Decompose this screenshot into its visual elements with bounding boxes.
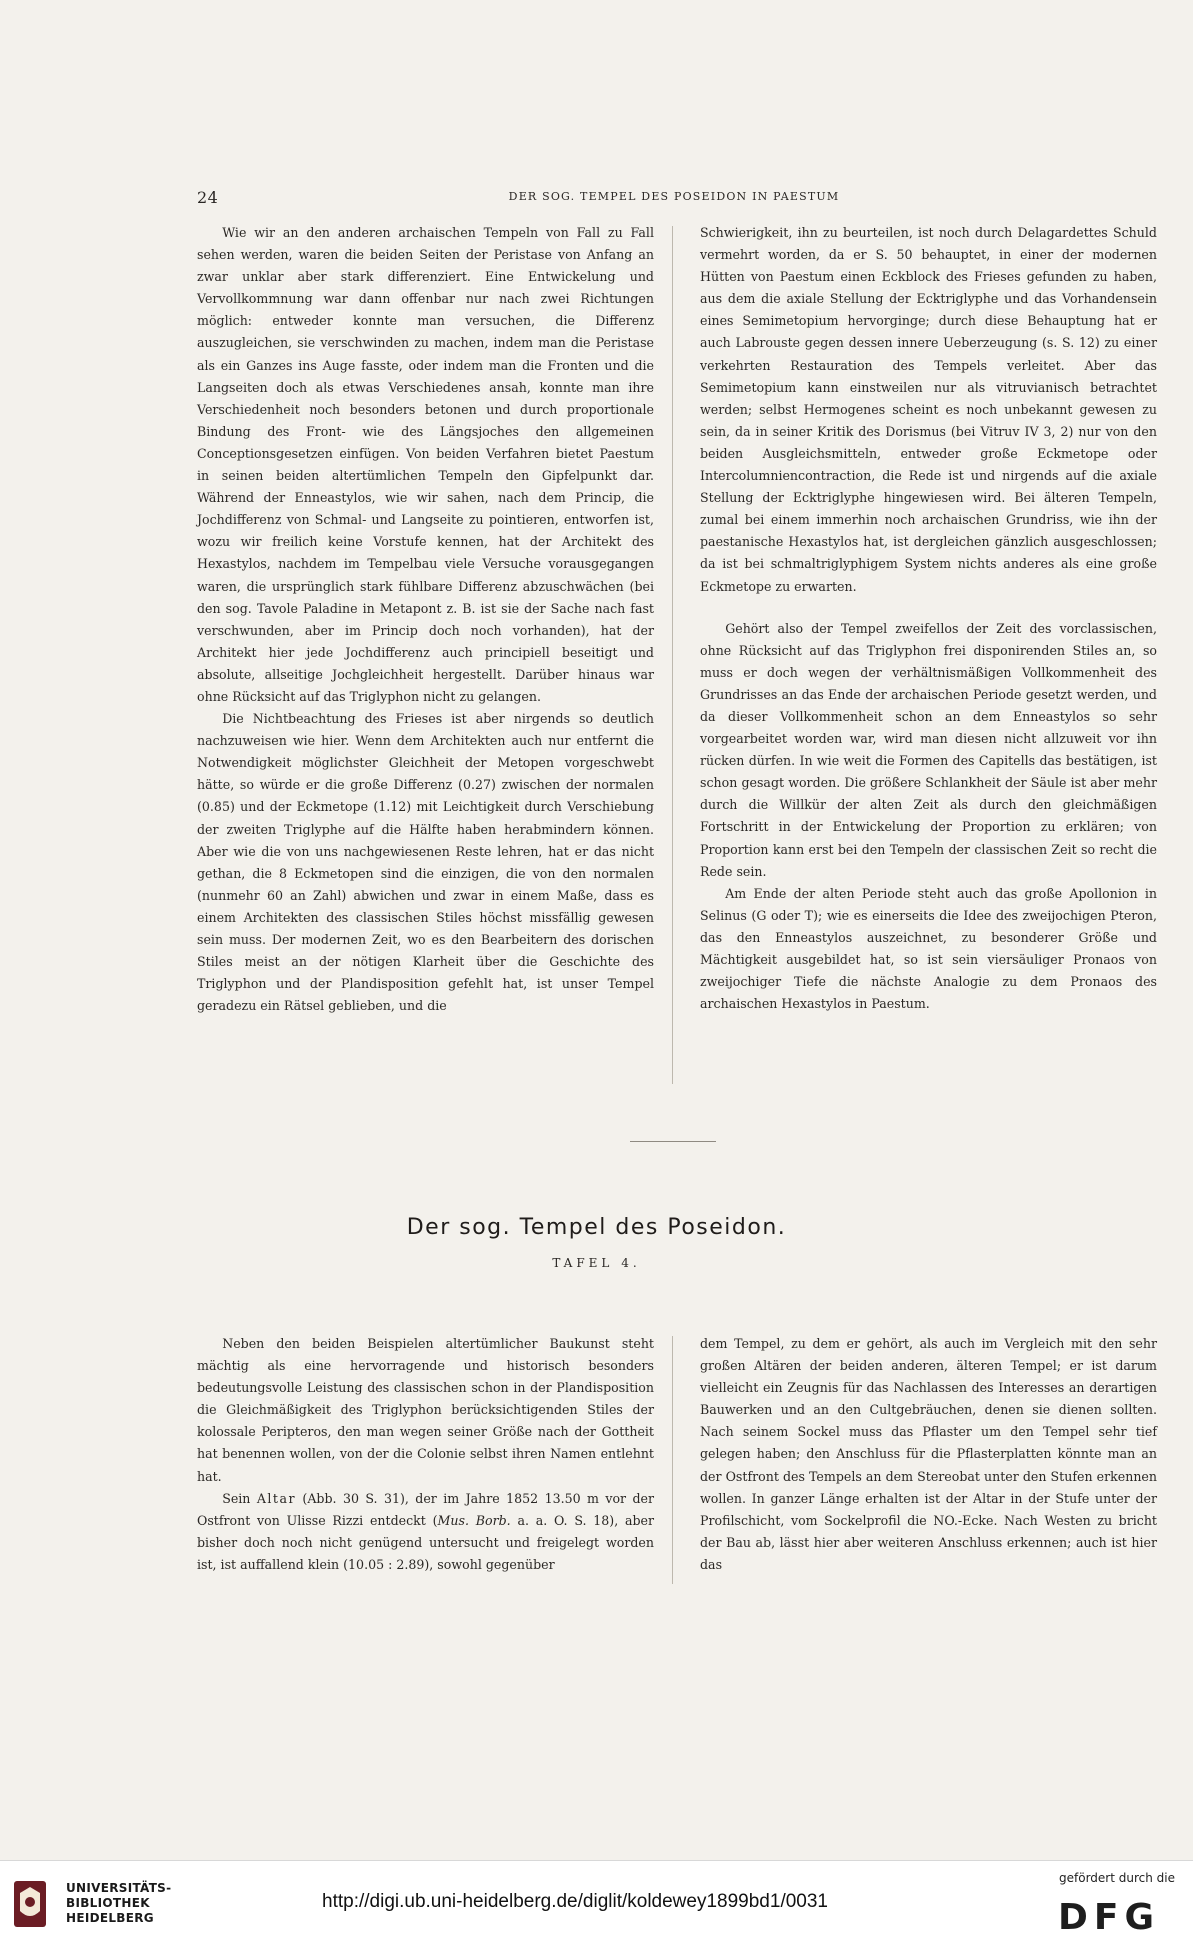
paragraph: dem Tempel, zu dem er gehört, als auch im Vergleich mit den sehr großen Altären der beiden anderen, älteren Tempel; er ist darum vielleicht ein Zeugnis für das Nachlassen des Interesses an derartigen Bauwerken und an den Cultgebräuchen, denen sie dienen sollten. Nach seinem Sockel muss das Pflaster um den Tempel sehr tief gelegen haben; den Anschluss für die Pflasterplatten könnte man an der Ostfront des Tempels an dem Stereobat unter den Stufen erkennen wollen. In ganzer Länge erhalten ist der Altar in der Stufe unter der Profilschicht, vom Sockelprofil die NO.-Ecke. Nach Westen zu bricht der Bau ab, lässt hier aber weiteren Anschluss erkennen; auch ist hier das bbox=[700, 1336, 1157, 1572]
funder-name: DFG bbox=[1057, 1897, 1161, 1935]
university-seal-icon bbox=[10, 1877, 50, 1933]
section-divider bbox=[630, 1141, 716, 1142]
text-run-spaced: Altar bbox=[256, 1490, 297, 1506]
text-column-lower-left bbox=[197, 1333, 654, 1576]
library-name-line: HEIDELBERG bbox=[66, 1911, 154, 1925]
section-title: Der sog. Tempel des Poseidon. bbox=[406, 1215, 787, 1240]
section-subtitle: TAFEL 4. bbox=[552, 1256, 641, 1270]
text-column-upper-left bbox=[197, 222, 654, 1017]
text-run: (Abb. 30 S. 31), der im Jahre 1852 13.50 m vor der Ostfront von Ulisse Rizzi entdeckt ( bbox=[197, 1490, 654, 1528]
text-run: a. a. O. S. 18), aber bisher doch noch nicht genügend untersucht und freigelegt worden ist, ist auffallend klein (10.05 : 2.89), sowohl gegenüber bbox=[197, 1512, 654, 1572]
paragraph: Gehört also der Tempel zweifellos der Zeit des vorclassischen, ohne Rücksicht auf das Triglyphon frei disponirenden Stiles an, so muss er doch wegen der verhältnismäßigen Vollkommenheit des Grundrisses an das Ende der archaischen Periode gesetzt werden, und da dieser Vollkommenheit schon an dem Enneastylos so sehr vorgearbeitet worden war, wird man diesen nicht allzuweit vor ihn rücken dürfen. In wie weit die Formen des Capitells das bestätigen, ist schon gesagt worden. Die größere Schlankheit der Säule ist aber mehr durch die Willkür der alten Zeit als durch den gleichmäßigen Fortschritt in der Entwickelung der Proportion zu erklären; von Proportion kann erst bei den Tempeln der classischen Zeit so recht die Rede sein. bbox=[700, 620, 1157, 879]
text-column-upper-right bbox=[700, 222, 1157, 1015]
running-title: DER SOG. TEMPEL DES POSEIDON IN PAESTUM bbox=[508, 190, 840, 203]
paragraph: Neben den beiden Beispielen altertümlicher Baukunst steht mächtig als eine hervorragende und historisch besonders bedeutungsvolle Leistung des classischen schon in der Plandisposition die Gleichmäßigkeit des Triglyphon berücksichtigenden Stiles der kolossale Peripteros, den man wegen seiner Größe nach der Gottheit hat benennen wollen, von der die Colonie selbst ihren Namen entlehnt hat. bbox=[197, 1336, 654, 1484]
paragraph bbox=[197, 1488, 654, 1576]
text-run-italic: Mus. Borb. bbox=[437, 1512, 511, 1528]
paragraph: Wie wir an den anderen archaischen Tempeln von Fall zu Fall sehen werden, waren die beiden Seiten der Peristase von Anfang an zwar unklar aber stark differenziert. Eine Entwickelung und Vervollkommnung war dann offenbar nur nach zwei Richtungen möglich: entweder konnte man versuchen, die Differenz auszugleichen, sie verschwinden zu machen, indem man die Peristase als ein Ganzes ins Auge fasste, oder indem man die Fronten und die Langseiten doch als etwas Verschiedenes ansah, konnte man ihre Verschiedenheit noch besonders betonen und durch proportionale Bindung des Front- wie des Längsjoches den allgemeinen Conceptionsgesetzen einfügen. Von beiden Verfahren bietet Paestum in seinen beiden altertümlichen Tempeln den Gipfelpunkt dar. Während der Enneastylos, wie wir sahen, nach dem Princip, die Jochdifferenz von Schmal- und Langseite zu pointieren, entworfen ist, wozu wir freilich keine Vorstufe kennen, hat der Architekt des Hexastylos, nachdem im Tempelbau viele Versuche vorausgegangen waren, die ursprünglich stark fühlbare Differenz abzuschwächen (bei den sog. Tavole Paladine in Metapont z. B. ist sie der Sache nach fast verschwunden, aber im Princip doch noch vorhanden), hat der Architekt hier jede Jochdifferenz auch principiell beseitigt und absolute, allseitige Jochgleichheit hergestellt. Darüber hinaus war ohne Rücksicht auf das Triglyphon nicht zu gelangen. bbox=[197, 225, 654, 704]
funded-by-label: gefördert durch die bbox=[1059, 1871, 1175, 1885]
text-column-lower-right bbox=[700, 1333, 1157, 1576]
page-number: 24 bbox=[197, 188, 219, 207]
paragraph: Schwierigkeit, ihn zu beurteilen, ist noch durch Delagardettes Schuld vermehrt worden, da er S. 50 behauptet, in einer der modernen Hütten von Paestum einen Eckblock des Frieses gefunden zu haben, aus dem die axiale Stellung der Ecktriglyphe und das Vorhandensein eines Semimetopium hervorginge; durch diese Behauptung hat er auch Labrouste gegen dessen innere Ueberzeugung (s. S. 12) zu einer verkehrten Restauration des Tempels verleitet. Aber das Semimetopium kann einstweilen nur als vitruvianisch betrachtet werden; selbst Hermogenes scheint es noch unbekannt gewesen zu sein, da in seiner Kritik des Dorismus (bei Vitruv IV 3, 2) nur von den beiden Ausgleichsmitteln, entweder große Eckmetope oder Intercolumniencontraction, die Rede ist und nirgends auf die axiale Stellung der Ecktriglyphe hingewiesen wird. Bei älteren Tempeln, zumal bei einem immerhin noch archaischen Grundriss, wie ihn der paestanische Hexastylos hat, ist dergleichen gänzlich ausgeschlossen; da ist bei schmaltriglyphigem System nichts anderes als eine große Eckmetope zu erwarten. bbox=[700, 225, 1157, 594]
page-header bbox=[197, 188, 1151, 212]
column-rule bbox=[672, 226, 673, 1084]
dfg-logo-icon bbox=[1043, 1893, 1175, 1935]
library-name-line: BIBLIOTHEK bbox=[66, 1896, 150, 1910]
library-name bbox=[66, 1881, 171, 1926]
paragraph: Die Nichtbeachtung des Frieses ist aber nirgends so deutlich nachzuweisen wie hier. Wenn dem Architekten auch nur entfernt die Notwendigkeit möglichster Gleichheit der Metopen vorgeschwebt hätte, so würde er die große Differenz (0.27) zwischen der normalen (0.85) und der Eckmetope (1.12) mit Leichtigkeit durch Verschiebung der zweiten Triglyphe auf die Hälfte haben herabmindern können. Aber wie die von uns nachgewiesenen Reste lehren, hat er das nicht gethan, die 8 Eckmetopen sind die einzigen, die von den normalen (nunmehr 60 an Zahl) abwichen und zwar in einem Maße, dass es einem Architekten des classischen Stiles höchst missfällig gewesen sein muss. Der modernen Zeit, wo es den Bearbeitern des dorischen Stiles meist an der nötigen Klarheit über die Geschichte des Triglyphon und der Plandisposition gefehlt hat, ist unser Tempel geradezu ein Rätsel geblieben, und die bbox=[197, 711, 654, 1014]
library-name-line: UNIVERSITÄTS- bbox=[66, 1881, 172, 1895]
text-run: Sein bbox=[222, 1490, 257, 1506]
footer-bar bbox=[0, 1860, 1193, 1945]
column-rule bbox=[672, 1336, 673, 1584]
permalink-url[interactable]: http://digi.ub.uni-heidelberg.de/diglit/koldewey1899bd1/0031 bbox=[322, 1891, 828, 1912]
paragraph: Am Ende der alten Periode steht auch das große Apollonion in Selinus (G oder T); wie es einerseits die Idee des zweijochigen Pteron, das den Enneastylos auszeichnet, zu besonderer Größe und Mächtigkeit ausgebildet hat, so ist sein viersäuliger Pronaos von zweijochiger Tiefe die nächste Analogie zu dem Pronaos des archaischen Hexastylos in Paestum. bbox=[700, 885, 1157, 1012]
